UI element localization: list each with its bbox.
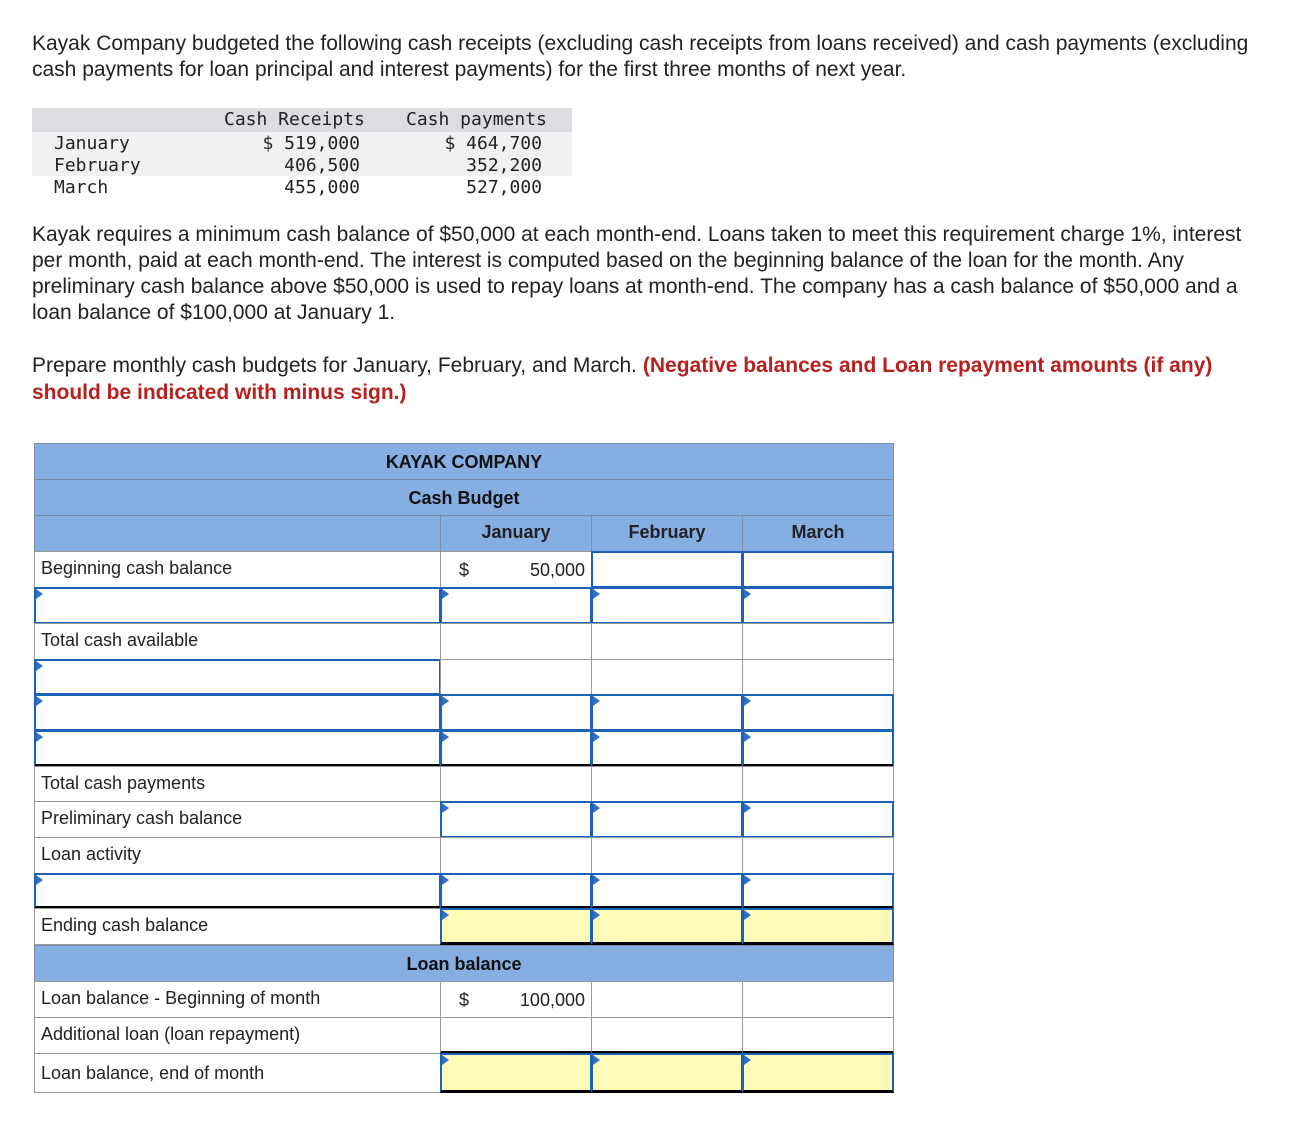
payment-item-1-february-input[interactable] (591, 694, 743, 731)
dropdown-marker-icon (744, 1055, 751, 1065)
dollar-sign: $ (459, 990, 470, 1010)
loan-balance-title: Loan balance (406, 954, 522, 974)
beginning-cash-march-input[interactable] (742, 551, 894, 588)
problem-instruction (32, 352, 1262, 406)
dropdown-marker-icon (593, 696, 600, 706)
receipts-payments-table (32, 108, 572, 198)
budget-title-header (34, 479, 894, 516)
dropdown-marker-icon (442, 803, 449, 813)
dropdown-marker-icon (744, 803, 751, 813)
row-label-total-cash-payments: Total cash payments (34, 766, 441, 802)
loan-activity-march-input[interactable] (742, 873, 894, 909)
payments-value: 527,000 (466, 177, 542, 198)
dropdown-marker-icon (593, 589, 600, 599)
dropdown-marker-icon (442, 589, 449, 599)
company-name: KAYAK COMPANY (385, 452, 543, 472)
payment-item-2-march-input[interactable] (742, 730, 894, 767)
total-cash-available-january[interactable] (440, 623, 592, 660)
preliminary-cash-march-input[interactable] (742, 801, 894, 838)
row-label-loan-beginning: Loan balance - Beginning of month (34, 981, 441, 1018)
table-row (32, 154, 572, 176)
label-column-header (34, 515, 441, 552)
cash-budget-worksheet (34, 443, 894, 1095)
loan-balance-header (34, 945, 894, 982)
total-cash-payments-january[interactable] (440, 766, 592, 802)
dropdown-marker-icon (593, 732, 600, 742)
loan-beginning-january-value: 100,000 (519, 990, 585, 1010)
instruction-note: (Negative balances and Loan repayment amounts (if any) should be indicated with minus sign.) (32, 354, 1213, 404)
problem-requirements: Kayak requires a minimum cash balance of $50,000 at each month-end. Loans taken to meet this requirement charge 1%, interest per month, paid at each month-end. The interest is computed based on the beginning balance of the loan for the month. Any preliminary cash balance above $50,000 is used to repay loans at month-end. The company has a cash balance of $50,000 and a loan balance of $100,000 at January 1. (32, 223, 1242, 324)
loan-beginning-march[interactable] (742, 981, 894, 1018)
payments-value: $ 464,700 (444, 133, 542, 154)
dropdown-marker-icon (36, 661, 43, 671)
loan-end-january-input[interactable] (440, 1053, 592, 1093)
payment-item-2-february-input[interactable] (591, 730, 743, 767)
column-header-january: January (440, 515, 592, 552)
row-label-ending-cash: Ending cash balance (34, 908, 441, 945)
blank-cell (440, 659, 592, 695)
beginning-cash-january-value: 50,000 (529, 560, 585, 580)
receipts-label-input[interactable] (34, 587, 441, 624)
dropdown-marker-icon (744, 875, 751, 885)
dropdown-marker-icon (36, 732, 43, 742)
total-cash-available-march[interactable] (742, 623, 894, 660)
dropdown-marker-icon (36, 696, 43, 706)
loan-end-february-input[interactable] (591, 1053, 743, 1093)
budget-title: Cash Budget (408, 488, 520, 508)
dropdown-marker-icon (744, 910, 751, 920)
payment-item-2-label-input[interactable] (34, 730, 441, 767)
month-label: February (54, 155, 141, 176)
payments-value: 352,200 (466, 155, 542, 176)
additional-loan-january[interactable] (440, 1017, 592, 1054)
dollar-sign: $ (459, 560, 470, 580)
beginning-cash-february-input[interactable] (591, 551, 743, 588)
receipts-value: $ 519,000 (262, 133, 360, 154)
ending-cash-january-input[interactable] (440, 908, 592, 945)
blank-cell (440, 837, 592, 874)
payment-item-2-january-input[interactable] (440, 730, 592, 767)
dropdown-marker-icon (593, 1055, 600, 1065)
dropdown-marker-icon (744, 696, 751, 706)
month-label: January (54, 133, 130, 154)
dropdown-marker-icon (744, 732, 751, 742)
receipts-february-input[interactable] (591, 587, 743, 624)
loan-beginning-january (440, 981, 592, 1018)
blank-cell (742, 837, 894, 874)
month-label: March (54, 177, 109, 198)
instruction-text: Prepare monthly cash budgets for January, February, and March. (32, 354, 643, 377)
loan-activity-label-input[interactable] (34, 873, 441, 909)
loan-activity-february-input[interactable] (591, 873, 743, 909)
row-label-loan-activity: Loan activity (34, 837, 441, 874)
total-cash-payments-february[interactable] (591, 766, 743, 802)
blank-cell (591, 659, 743, 695)
preliminary-cash-january-input[interactable] (440, 801, 592, 838)
row-label-loan-end: Loan balance, end of month (34, 1053, 441, 1093)
header-cash-payments: Cash payments (406, 109, 547, 130)
ending-cash-february-input[interactable] (591, 908, 743, 945)
payments-header-label-input[interactable] (34, 659, 441, 695)
additional-loan-february[interactable] (591, 1017, 743, 1054)
dropdown-marker-icon (744, 589, 751, 599)
payment-item-1-january-input[interactable] (440, 694, 592, 731)
table-row (32, 176, 572, 198)
total-cash-available-february[interactable] (591, 623, 743, 660)
loan-end-march-input[interactable] (742, 1053, 894, 1093)
company-header (34, 443, 894, 480)
dropdown-marker-icon (442, 732, 449, 742)
receipts-march-input[interactable] (742, 587, 894, 624)
column-header-march: March (742, 515, 894, 552)
column-header-february: February (591, 515, 743, 552)
loan-beginning-february[interactable] (591, 981, 743, 1018)
row-label-preliminary-cash: Preliminary cash balance (34, 801, 441, 838)
dropdown-marker-icon (36, 875, 43, 885)
dropdown-marker-icon (593, 875, 600, 885)
beginning-cash-january (440, 551, 592, 588)
dropdown-marker-icon (36, 589, 43, 599)
additional-loan-march[interactable] (742, 1017, 894, 1054)
dropdown-marker-icon (593, 910, 600, 920)
receipts-value: 406,500 (284, 155, 360, 176)
blank-cell (742, 659, 894, 695)
payment-item-1-label-input[interactable] (34, 694, 441, 731)
row-label-total-cash-available: Total cash available (34, 623, 441, 660)
dropdown-marker-icon (442, 696, 449, 706)
table-row (32, 132, 572, 154)
total-cash-payments-march[interactable] (742, 766, 894, 802)
blank-cell (591, 837, 743, 874)
payment-item-1-march-input[interactable] (742, 694, 894, 731)
receipts-january-input[interactable] (440, 587, 592, 624)
problem-intro: Kayak Company budgeted the following cash receipts (excluding cash receipts from loans received) and cash payments (excluding cash payments for loan principal and interest payments) for the first three months of next year. (32, 32, 1249, 81)
dropdown-marker-icon (593, 803, 600, 813)
dropdown-marker-icon (442, 875, 449, 885)
table-header-row (32, 108, 572, 132)
row-label-beginning-cash: Beginning cash balance (34, 551, 441, 588)
preliminary-cash-february-input[interactable] (591, 801, 743, 838)
loan-activity-january-input[interactable] (440, 873, 592, 909)
receipts-value: 455,000 (284, 177, 360, 198)
header-cash-receipts: Cash Receipts (224, 109, 365, 130)
dropdown-marker-icon (442, 1055, 449, 1065)
row-label-additional-loan: Additional loan (loan repayment) (34, 1017, 441, 1054)
dropdown-marker-icon (442, 910, 449, 920)
ending-cash-march-input[interactable] (742, 908, 894, 945)
